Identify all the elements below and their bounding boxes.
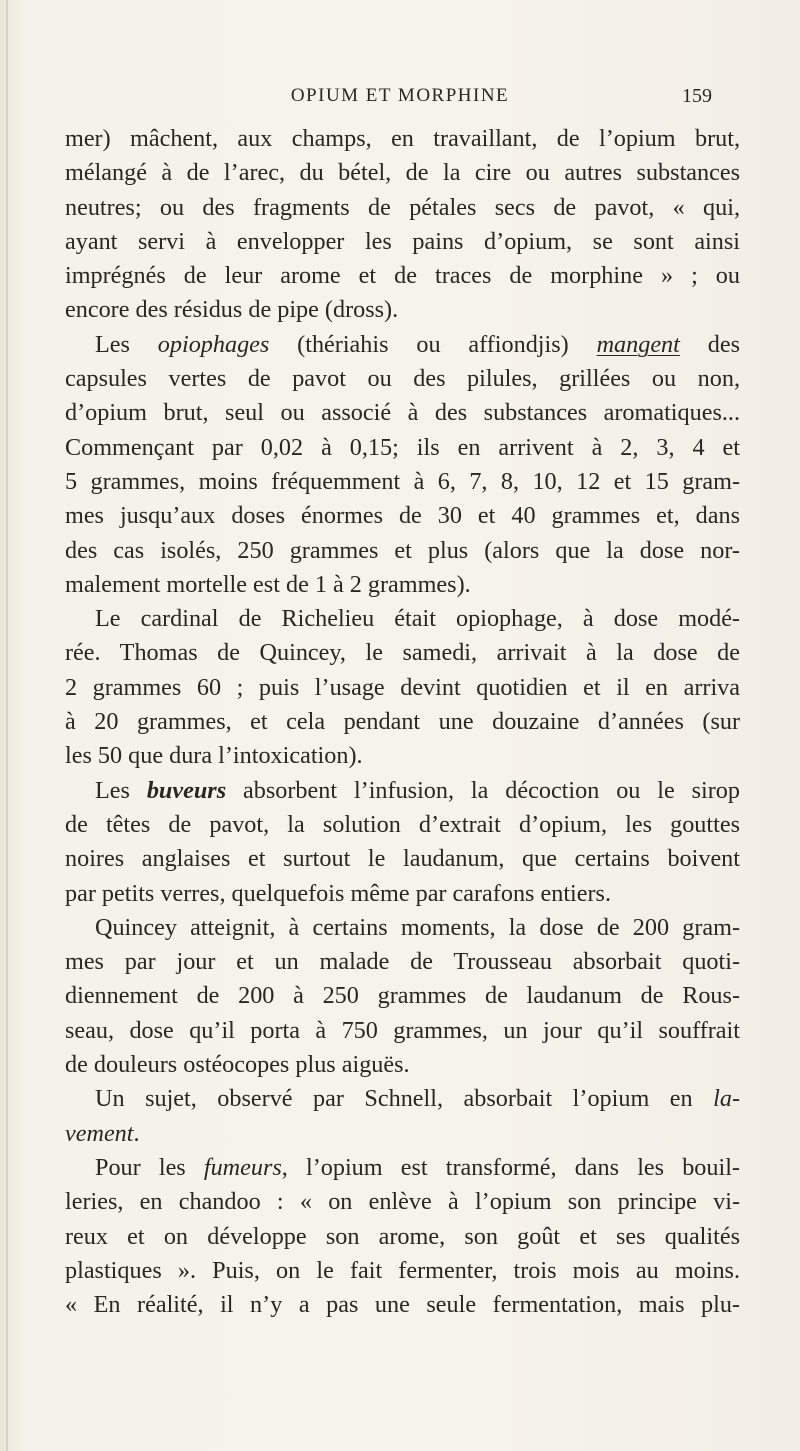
text-line: Les opiophages (thériahis ou affiondjis) mangent des bbox=[95, 330, 740, 358]
body-text bbox=[65, 122, 740, 1322]
text-line: leries, en chandoo : « on enlève à l’opium son principe vi- bbox=[65, 1188, 740, 1216]
paragraph-1 bbox=[65, 122, 740, 328]
term-mangent: mangent bbox=[596, 330, 680, 358]
text-line: capsules vertes de pavot ou des pilules, grillées ou non, bbox=[65, 365, 740, 393]
text-line: rée. Thomas de Quincey, le samedi, arrivait à la dose de bbox=[65, 639, 740, 667]
text-line: plastiques ». Puis, on le fait fermenter, trois mois au moins. bbox=[65, 1256, 740, 1284]
text-line: vement. bbox=[65, 1119, 140, 1147]
term-opiophages: opiophages bbox=[157, 330, 270, 358]
text-line: encore des résidus de pipe (dross). bbox=[65, 296, 399, 324]
text-line: les 50 que dura l’intoxication). bbox=[65, 742, 363, 770]
running-header bbox=[0, 85, 800, 115]
text-line: Commençant par 0,02 à 0,15; ils en arrivent à 2, 3, 4 et bbox=[65, 433, 740, 461]
text-line: mer) mâchent, aux champs, en travaillant, de l’opium brut, bbox=[65, 125, 740, 152]
text-line: noires anglaises et surtout le laudanum, que certains boivent bbox=[65, 845, 740, 873]
term-lavement-b: vement bbox=[65, 1119, 134, 1147]
text-line: de douleurs ostéocopes plus aiguës. bbox=[65, 1051, 410, 1079]
page-gutter bbox=[6, 0, 8, 1451]
text-line: Pour les fumeurs, l’opium est transformé, dans les bouil- bbox=[95, 1153, 740, 1181]
text-line: par petits verres, quelquefois même par carafons entiers. bbox=[65, 879, 612, 907]
running-title: OPIUM ET MORPHINE bbox=[290, 85, 510, 106]
paragraph-buveurs bbox=[65, 774, 740, 911]
text-line: d’opium brut, seul ou associé à des substances aromatiques... bbox=[65, 399, 740, 427]
text-line: seau, dose qu’il porta à 750 grammes, un jour qu’il souffrait bbox=[65, 1016, 740, 1044]
text-line: malement mortelle est de 1 à 2 grammes). bbox=[65, 570, 471, 598]
text-line: Le cardinal de Richelieu était opiophage, à dose modé- bbox=[95, 605, 740, 633]
text-line: de têtes de pavot, la solution d’extrait d’opium, les gouttes bbox=[65, 810, 740, 838]
paragraph-richelieu bbox=[65, 602, 740, 773]
text-line: Quincey atteignit, à certains moments, la dose de 200 gram- bbox=[95, 913, 740, 941]
term-lavement-a: la- bbox=[713, 1085, 740, 1113]
text-line: neutres; ou des fragments de pétales secs de pavot, « qui, bbox=[65, 193, 740, 221]
paragraph-schnell bbox=[65, 1082, 740, 1151]
paragraph-opiophages bbox=[65, 328, 740, 602]
text-line: « En réalité, il n’y a pas une seule fermentation, mais plu- bbox=[65, 1291, 740, 1319]
text-line: diennement de 200 à 250 grammes de laudanum de Rous- bbox=[65, 982, 740, 1010]
text-line: ayant servi à envelopper les pains d’opium, se sont ainsi bbox=[65, 227, 740, 255]
text-line: mélangé à de l’arec, du bétel, de la cire ou autres substances bbox=[65, 159, 740, 187]
paragraph-fumeurs bbox=[65, 1151, 740, 1322]
term-fumeurs: fumeurs bbox=[203, 1153, 282, 1181]
text-line: Les buveurs absorbent l’infusion, la décoction ou le sirop bbox=[95, 776, 740, 804]
text-line: imprégnés de leur arome et de traces de morphine » ; ou bbox=[65, 262, 740, 290]
text-line: à 20 grammes, et cela pendant une douzaine d’années (sur bbox=[65, 708, 740, 736]
text-line: Un sujet, observé par Schnell, absorbait l’opium en la- bbox=[95, 1085, 740, 1113]
text-line: des cas isolés, 250 grammes et plus (alors que la dose nor- bbox=[65, 536, 740, 564]
text-line: 5 grammes, moins fréquemment à 6, 7, 8, 10, 12 et 15 gram- bbox=[65, 467, 740, 495]
page-number: 159 bbox=[682, 85, 712, 107]
text-line: 2 grammes 60 ; puis l’usage devint quotidien et il en arriva bbox=[65, 673, 740, 701]
text-line: mes par jour et un malade de Trousseau absorbait quoti- bbox=[65, 948, 740, 976]
text-line: mes jusqu’aux doses énormes de 30 et 40 grammes et, dans bbox=[65, 502, 740, 530]
term-buveurs: buveurs bbox=[146, 776, 227, 804]
paragraph-quincey bbox=[65, 911, 740, 1082]
text-line: reux et on développe son arome, son goût et ses qualités bbox=[65, 1222, 740, 1250]
